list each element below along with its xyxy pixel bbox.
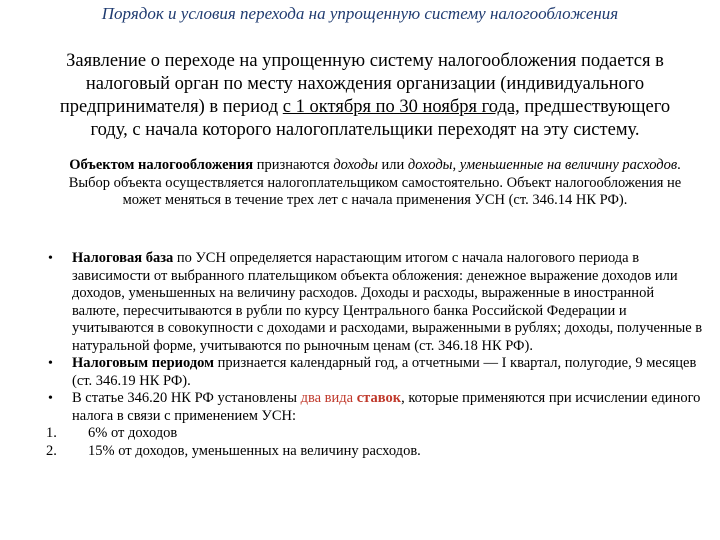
- object-option-income-minus-expenses: доходы, уменьшенные на величину расходов: [407, 157, 678, 173]
- rules-list: [48, 250, 704, 460]
- object-option-income: доходы: [333, 157, 378, 173]
- tax-rates-text-after: , которые применяются при исчислении единого налога в связи с применением УСН:: [72, 390, 701, 424]
- object-text-2: или: [377, 157, 408, 173]
- intro-paragraph: [40, 50, 690, 142]
- list-item-tax-rates: [48, 390, 704, 425]
- bullet-marker: •: [48, 356, 53, 371]
- object-paragraph: [60, 157, 690, 210]
- object-text-3: . Выбор объекта осуществляется налогоплательщиком самостоятельно. Объект налогообложения не может меняться в течение трех лет с начала применения УСН (ст. 346.14 НК РФ).: [68, 157, 682, 208]
- rate-text: 15% от доходов, уменьшенных на величину расходов.: [88, 442, 421, 459]
- list-item-tax-base: [48, 250, 704, 355]
- tax-rates-text-before: В статье 346.20 НК РФ установлены: [72, 390, 301, 406]
- object-lead: Объектом налогообложения: [69, 157, 254, 173]
- intro-text-after: предшествующего году, с начала которого налогоплательщики переходят на эту систему.: [90, 97, 671, 140]
- tax-period-text: признается календарный год, а отчетными — I квартал, полугодие, 9 месяцев (ст. 346.19 НК РФ).: [72, 355, 697, 389]
- tax-period-lead: Налоговым периодом: [72, 355, 215, 371]
- rate-item-15-percent: [48, 443, 704, 461]
- intro-text-before: Заявление о переходе на упрощенную систему налогообложения подается в налоговый орган по месту нахождения организации (индивидуального предпринимателя) в период: [59, 51, 664, 117]
- rate-item-6-percent: [48, 425, 704, 443]
- list-item-tax-period: [48, 355, 704, 390]
- number-marker: 2.: [46, 442, 57, 459]
- bullet-marker: •: [48, 251, 53, 266]
- object-text-1: признаются: [253, 157, 334, 173]
- slide-title: Порядок и условия перехода на упрощенную систему налогообложения: [101, 4, 619, 23]
- tax-rates-two-kinds: два вида: [300, 390, 357, 406]
- deadline-period: с 1 октября по 30 ноября года,: [282, 97, 520, 117]
- bullet-marker: •: [48, 391, 53, 406]
- rate-text: 6% от доходов: [88, 425, 178, 441]
- tax-base-lead: Налоговая база: [72, 250, 174, 266]
- tax-base-text: по УСН определяется нарастающим итогом с начала налогового периода в зависимости от выбранного плательщиком объекта обложения: денежное выражение доходов или доходов, уменьшенных на величину расходов. Доходы и расходы, выраженные в иностранной валюте, пересчитываются в рубли по курсу Центрального банка Российской Федерации и учитываются в совокупности с доходами и расходами, выраженными в рублях; доходы, полученные в натуральной форме, учитываются по рыночным ценам (ст. 346.18 НК РФ).: [72, 250, 703, 354]
- number-marker: 1.: [46, 425, 57, 441]
- tax-rates-word: ставок: [356, 390, 402, 406]
